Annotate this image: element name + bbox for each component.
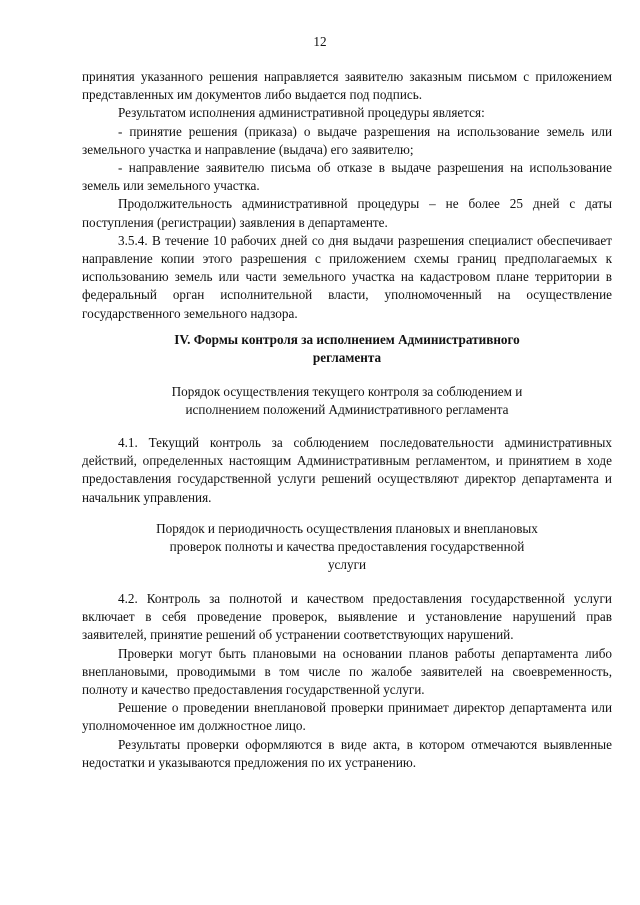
subheading-line: проверок полноты и качества предоставления государственной xyxy=(169,539,525,555)
paragraph: 4.2. Контроль за полнотой и качеством предоставления государственной услуги включает в себя проведение проверок, выявление и установление нарушений прав заявителей, принятие решений об устранении соответствующих нарушений. xyxy=(82,591,612,643)
paragraph: 3.5.4. В течение 10 рабочих дней со дня выдачи разрешения специалист обеспечивает направление копии этого разрешения с приложением схемы границ предполагаемых к использованию земель или части земельного участка на кадастровом плане территории в федеральный орган исполнительной власти, уполномоченный на осуществление государственного земельного надзора. xyxy=(82,232,612,321)
section-heading-line: IV. Формы контроля за исполнением Административного xyxy=(174,332,520,347)
subheading xyxy=(82,383,612,419)
subheading xyxy=(82,520,612,575)
subheading-line: исполнением положений Административного регламента xyxy=(185,402,509,418)
subheading-line: Порядок осуществления текущего контроля за соблюдением и xyxy=(171,384,523,399)
subheading-line: услуги xyxy=(327,557,367,573)
list-item: - направление заявителю письма об отказе в выдаче разрешения на использование земель или земельного участка. xyxy=(82,160,612,194)
paragraph: Результатом исполнения административной процедуры является: xyxy=(118,105,485,121)
paragraph: Результаты проверки оформляются в виде акта, в котором отмечаются выявленные недостатки и указываются предложения по их устранению. xyxy=(82,736,612,770)
subheading-line: Порядок и периодичность осуществления плановых и внеплановых xyxy=(156,521,538,536)
paragraph: принятия указанного решения направляется заявителю заказным письмом с приложением представленных им документов либо выдается под подпись. xyxy=(82,69,612,103)
text-block-1 xyxy=(82,68,612,323)
paragraph: 4.1. Текущий контроль за соблюдением последовательности административных действий, определенных настоящим Административным регламентом, и принятием в ходе предоставления государственной услуги решений осуществляют директор департамента и начальник управления. xyxy=(82,435,612,505)
list-item: - принятие решения (приказа) о выдаче разрешения на использование земель или земельного участка и направление (выдача) его заявителю; xyxy=(82,123,612,157)
text-block-3 xyxy=(82,590,612,772)
paragraph: Решение о проведении внеплановой проверки принимает директор департамента или уполномоченное им должностное лицо. xyxy=(82,700,612,734)
text-block-2 xyxy=(82,434,612,507)
section-heading xyxy=(82,331,612,367)
section-heading-line: регламента xyxy=(312,350,382,366)
page-number: 12 xyxy=(313,34,327,49)
paragraph: Продолжительность административной процедуры – не более 25 дней с даты поступления (регистрации) заявления в департаменте. xyxy=(82,196,612,230)
paragraph: Проверки могут быть плановыми на основании планов работы департамента либо внеплановыми, проводимыми в том числе по жалобе заявителей на своевременность, полноту и качество предоставления государственной услуги. xyxy=(82,645,612,698)
